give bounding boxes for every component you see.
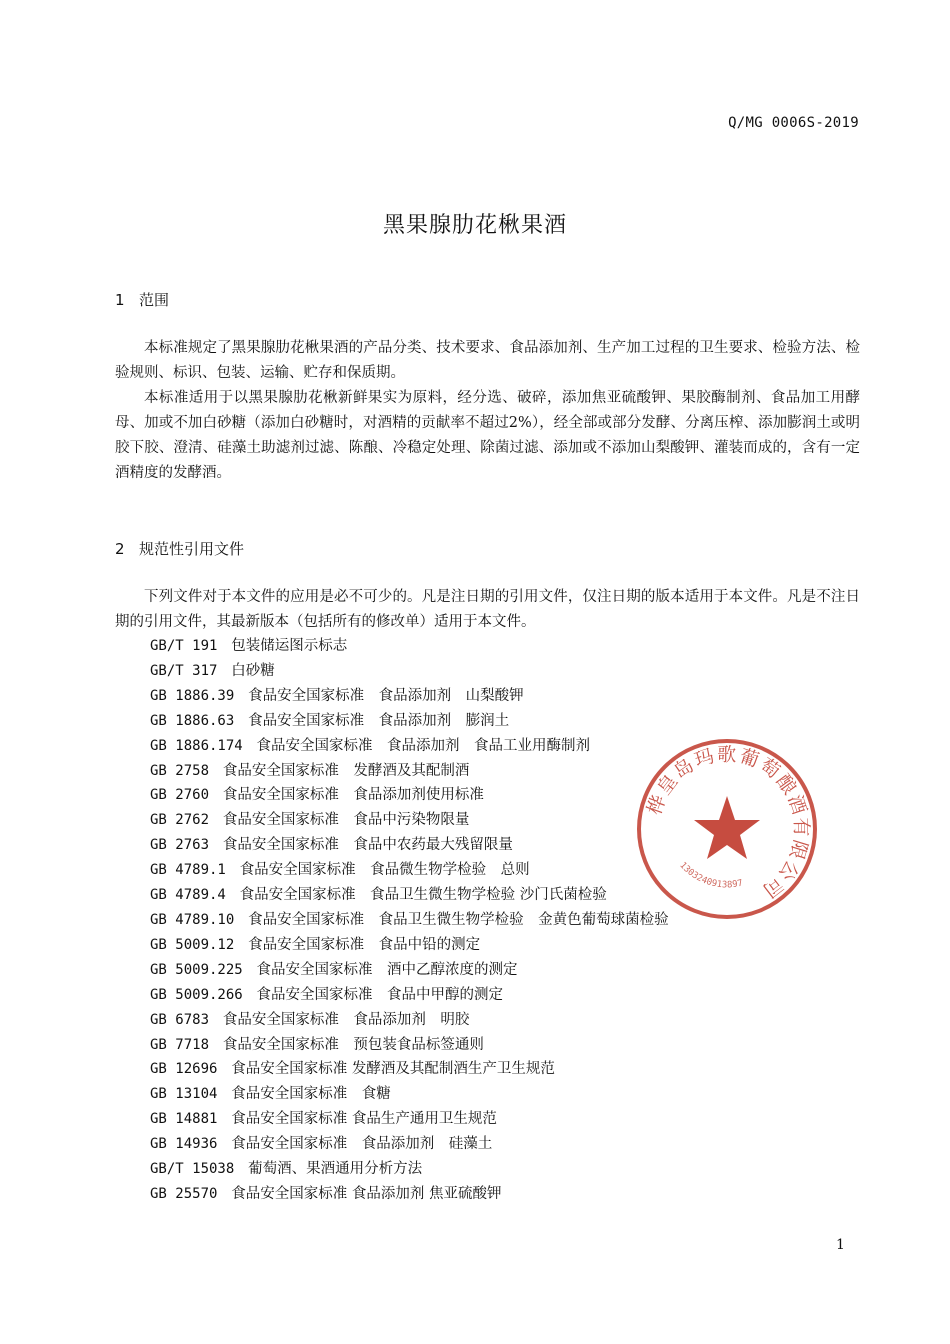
seal-text: 桦皇岛玛歌葡萄酿酒有限公司 xyxy=(643,743,813,903)
reference-code: GB 12696 xyxy=(150,1061,218,1078)
section-2-heading xyxy=(115,538,244,559)
reference-title: 葡萄酒、果酒通用分析方法 xyxy=(248,1161,423,1178)
reference-code: GB/T 317 xyxy=(150,662,218,679)
reference-item xyxy=(150,634,669,659)
section-2-intro xyxy=(115,585,860,635)
reference-title: 食品安全国家标准 食品添加剂 膨润土 xyxy=(248,712,510,729)
reference-title: 食品安全国家标准 发酵酒及其配制酒 xyxy=(222,762,470,779)
reference-title: 食品安全国家标准 食品中污染物限量 xyxy=(222,812,470,829)
reference-code: GB 2762 xyxy=(150,812,210,829)
reference-code: GB 5009.266 xyxy=(150,986,243,1003)
reference-title: 食品安全国家标准 食品添加剂 焦亚硫酸钾 xyxy=(231,1185,502,1202)
reference-code: GB 4789.4 xyxy=(150,887,226,904)
section-1-title: 范围 xyxy=(139,291,170,309)
section-2-title: 规范性引用文件 xyxy=(139,540,245,558)
reference-item xyxy=(150,684,669,709)
reference-item xyxy=(150,1008,669,1033)
reference-code: GB 1886.39 xyxy=(150,687,235,704)
reference-title: 食品安全国家标准 食品添加剂 明胶 xyxy=(222,1011,470,1028)
reference-code: GB 4789.1 xyxy=(150,862,226,879)
reference-item xyxy=(150,709,669,734)
reference-code: GB/T 15038 xyxy=(150,1161,235,1178)
reference-item xyxy=(150,759,669,784)
section-1-body xyxy=(115,336,860,486)
reference-code: GB 6783 xyxy=(150,1011,210,1028)
reference-title: 食品安全国家标准 发酵酒及其配制酒生产卫生规范 xyxy=(231,1061,555,1078)
reference-title: 食品安全国家标准 食品添加剂使用标准 xyxy=(222,787,484,804)
reference-item xyxy=(150,933,669,958)
reference-code: GB 2763 xyxy=(150,837,210,854)
reference-title: 食品安全国家标准 食品中甲醇的测定 xyxy=(256,986,504,1003)
reference-item xyxy=(150,983,669,1008)
reference-item xyxy=(150,1107,669,1132)
reference-item xyxy=(150,883,669,908)
reference-code: GB 4789.10 xyxy=(150,911,235,928)
star-icon xyxy=(694,796,760,859)
reference-title: 包装储运图示标志 xyxy=(231,638,348,654)
reference-title: 食品安全国家标准 食品中铅的测定 xyxy=(248,936,481,953)
reference-item xyxy=(150,783,669,808)
reference-code: GB 7718 xyxy=(150,1036,210,1053)
reference-code: GB 2758 xyxy=(150,762,210,779)
reference-item xyxy=(150,808,669,833)
reference-item xyxy=(150,1132,669,1157)
reference-item xyxy=(150,1057,669,1082)
reference-code: GB 5009.225 xyxy=(150,961,243,978)
reference-item xyxy=(150,1182,669,1207)
reference-title: 白砂糖 xyxy=(231,662,275,679)
reference-code: GB 13104 xyxy=(150,1086,218,1103)
reference-title: 食品安全国家标准 食品卫生微生物学检验 沙门氏菌检验 xyxy=(239,887,607,904)
page-number: 1 xyxy=(836,1237,845,1253)
reference-code: GB 1886.174 xyxy=(150,737,243,754)
reference-title: 食品安全国家标准 酒中乙醇浓度的测定 xyxy=(256,961,518,978)
reference-item xyxy=(150,958,669,983)
page-title: 黑果腺肋花楸果酒 xyxy=(382,213,567,238)
reference-item xyxy=(150,858,669,883)
reference-title: 食品安全国家标准 预包装食品标签通则 xyxy=(222,1036,484,1053)
reference-title: 食品安全国家标准 食糖 xyxy=(231,1086,391,1103)
reference-title: 食品安全国家标准 食品添加剂 食品工业用酶制剂 xyxy=(256,737,591,754)
reference-code: GB 1886.63 xyxy=(150,712,235,729)
reference-item xyxy=(150,1157,669,1182)
reference-code: GB 5009.12 xyxy=(150,936,235,953)
reference-item xyxy=(150,908,669,933)
reference-title: 食品安全国家标准 食品添加剂 硅藻土 xyxy=(231,1136,493,1153)
section-1-number: 1 xyxy=(115,291,125,309)
reference-code: GB 14881 xyxy=(150,1111,218,1128)
document-code: Q/MG 0006S-2019 xyxy=(728,115,859,131)
reference-item xyxy=(150,659,669,684)
reference-code: GB 2760 xyxy=(150,787,210,804)
reference-item xyxy=(150,734,669,759)
section-2-intro-paragraph: 下列文件对于本文件的应用是必不可少的。凡是注日期的引用文件，仅注日期的版本适用于本文件。凡是不注日期的引用文件，其最新版本（包括所有的修改单）适用于本文件。 xyxy=(115,589,860,630)
reference-code: GB 14936 xyxy=(150,1136,218,1153)
reference-title: 食品安全国家标准 食品卫生微生物学检验 金黄色葡萄球菌检验 xyxy=(248,911,669,928)
section-2-number: 2 xyxy=(115,540,125,558)
reference-list xyxy=(150,634,669,1207)
reference-item xyxy=(150,1082,669,1107)
reference-title: 食品安全国家标准 食品添加剂 山梨酸钾 xyxy=(248,687,524,704)
reference-code: GB 25570 xyxy=(150,1185,218,1202)
section-1-heading xyxy=(115,289,169,310)
section-1-paragraph: 本标准适用于以黑果腺肋花楸新鲜果实为原料，经分选、破碎，添加焦亚硫酸钾、果胶酶制剂、食品加工用酵母、加或不加白砂糖（添加白砂糖时，对酒精的贡献率不超过2%），经全部或部分发酵、分离压榨、添加膨润土或明胶下胶、澄清、硅藻土助滤剂过滤、陈酿、冷稳定处理、除菌过滤、添加或不添加山梨酸钾、灌装而成的，含有一定酒精度的发酵酒。 xyxy=(115,390,860,481)
company-seal xyxy=(632,734,822,924)
section-1-paragraph: 本标准规定了黑果腺肋花楸果酒的产品分类、技术要求、食品添加剂、生产加工过程的卫生要求、检验方法、检验规则、标识、包装、运输、贮存和保质期。 xyxy=(115,340,860,381)
reference-title: 食品安全国家标准 食品微生物学检验 总则 xyxy=(239,862,530,879)
reference-title: 食品安全国家标准 食品中农药最大残留限量 xyxy=(222,837,513,854)
reference-item xyxy=(150,833,669,858)
reference-item xyxy=(150,1033,669,1058)
seal-number: 1303240913897 xyxy=(677,860,744,891)
reference-code: GB/T 191 xyxy=(150,638,218,654)
reference-title: 食品安全国家标准 食品生产通用卫生规范 xyxy=(231,1111,497,1128)
